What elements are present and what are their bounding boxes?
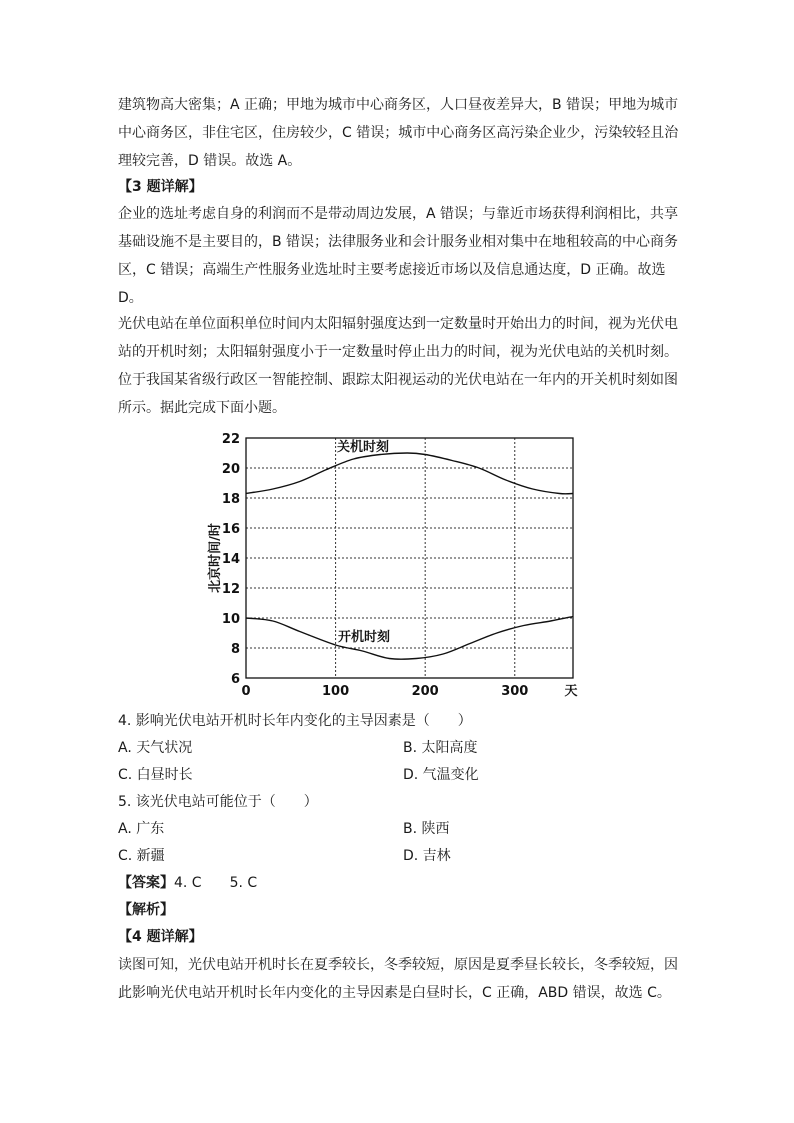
y-tick-label: 22 xyxy=(221,432,240,447)
answer-line xyxy=(118,874,257,892)
paragraph-line: 建筑物高大密集；A 正确；甲地为城市中心商务区，人口昼夜差异大，B 错误；甲地为城市 xyxy=(118,97,679,113)
x-tick-label: 0 xyxy=(241,684,251,699)
q5-option-b: B. 陕西 xyxy=(403,821,450,837)
y-axis-label: 北京时间/时 xyxy=(208,523,223,593)
x-tick-label: 100 xyxy=(322,684,350,699)
y-tick-label: 18 xyxy=(221,492,240,507)
chart xyxy=(0,420,794,720)
section-heading: 【4 题详解】 xyxy=(118,929,203,945)
paragraph-line: D。 xyxy=(118,290,143,306)
answer-text: 4. C 5. C xyxy=(174,875,258,891)
y-tick-label: 20 xyxy=(221,462,240,477)
y-tick-label: 14 xyxy=(221,552,240,567)
x-axis-label: 天 xyxy=(564,684,578,699)
q5-option-c: C. 新疆 xyxy=(118,848,165,864)
paragraph-line: 企业的选址考虑自身的利润而不是带动周边发展，A 错误；与靠近市场获得利润相比，共享 xyxy=(118,206,679,222)
q4-option-a: A. 天气状况 xyxy=(118,740,193,756)
analysis-label: 【解析】 xyxy=(118,902,174,918)
y-tick-label: 16 xyxy=(221,522,240,537)
q5-option-a: A. 广东 xyxy=(118,821,165,837)
paragraph-line: 基础设施不是主要目的，B 错误；法律服务业和会计服务业相对集中在地租较高的中心商务 xyxy=(118,234,679,250)
startup-time-curve xyxy=(246,617,573,660)
paragraph-line: 理较完善，D 错误。故选 A。 xyxy=(118,153,302,169)
y-tick-label: 12 xyxy=(221,582,240,597)
x-tick-label: 300 xyxy=(501,684,529,699)
y-tick-label: 8 xyxy=(230,642,240,657)
q4-option-c: C. 白昼时长 xyxy=(118,767,193,783)
paragraph-line: 此影响光伏电站开机时长年内变化的主导因素是白昼时长，C 正确，ABD 错误，故选 C。 xyxy=(118,985,671,1001)
section-heading: 【3 题详解】 xyxy=(118,179,203,195)
startup-time-label: 开机时刻 xyxy=(337,630,391,645)
paragraph-line: 读图可知，光伏电站开机时长在夏季较长，冬季较短，原因是夏季昼长较长，冬季较短，因 xyxy=(118,957,678,973)
paragraph-line: 中心商务区，非住宅区，住房较少，C 错误；城市中心商务区高污染企业少，污染较轻且治 xyxy=(118,125,679,141)
q5-option-d: D. 吉林 xyxy=(403,848,451,864)
shutdown-time-curve xyxy=(246,453,573,494)
shutdown-time-label: 关机时刻 xyxy=(336,440,390,455)
y-tick-label: 10 xyxy=(221,612,240,627)
question-4: 4. 影响光伏电站开机时长年内变化的主导因素是（ ） xyxy=(118,713,472,729)
stem-line: 站的开机时刻；太阳辐射强度小于一定数量时停止出力的时间，视为光伏电站的关机时刻。 xyxy=(118,344,678,360)
stem-line: 所示。据此完成下面小题。 xyxy=(118,400,286,416)
q4-option-d: D. 气温变化 xyxy=(403,767,479,783)
stem-line: 位于我国某省级行政区一智能控制、跟踪太阳视运动的光伏电站在一年内的开关机时刻如图 xyxy=(118,372,678,388)
x-tick-label: 200 xyxy=(411,684,439,699)
y-tick-label: 6 xyxy=(230,672,240,687)
question-5: 5. 该光伏电站可能位于（ ） xyxy=(118,794,318,810)
paragraph-line: 区，C 错误；高端生产性服务业选址时主要考虑接近市场以及信息通达度，D 正确。故选 xyxy=(118,262,666,278)
answer-label: 【答案】 xyxy=(118,875,174,891)
stem-line: 光伏电站在单位面积单位时间内太阳辐射强度达到一定数量时开始出力的时间，视为光伏电 xyxy=(118,316,678,332)
q4-option-b: B. 太阳高度 xyxy=(403,740,478,756)
